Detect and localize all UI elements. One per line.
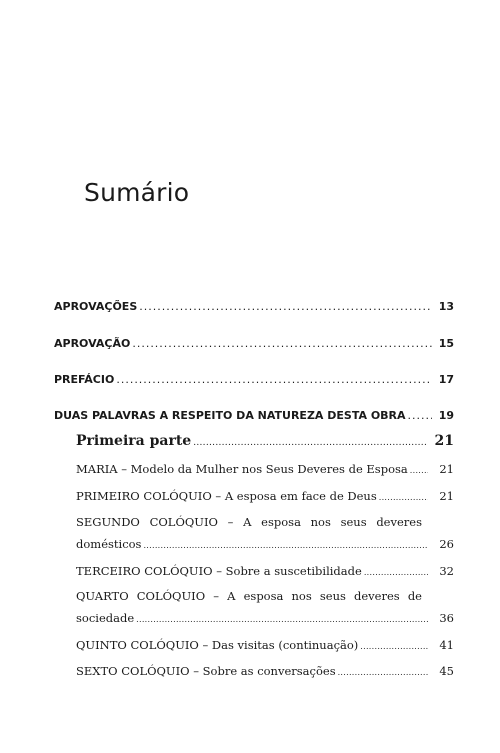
toc-entry-duas-palavras[interactable] (54, 409, 454, 422)
toc-entry-page: 17 (438, 373, 454, 386)
dot-leader (132, 337, 432, 350)
toc-part-label: Primeira parte (76, 433, 192, 449)
toc-subentry-segundo[interactable] (76, 537, 454, 551)
toc-part-primeira[interactable] (76, 433, 454, 449)
toc-subentry-label: domésticos (76, 537, 142, 551)
dot-leader (136, 615, 428, 624)
toc-subentry-label: SEXTO COLÓQUIO – Sobre as conversações (76, 664, 336, 678)
toc-entry-aprovacoes[interactable] (54, 300, 454, 313)
toc-subentry-page: 32 (439, 564, 454, 578)
dot-leader (139, 300, 432, 313)
toc-entry-aprovacao[interactable] (54, 337, 454, 350)
dot-leader (410, 466, 428, 475)
toc-entry-page: 13 (438, 300, 454, 313)
toc-subentry-quarto[interactable] (76, 611, 454, 625)
toc-subentry-page: 21 (439, 489, 454, 503)
toc-entry-page: 15 (438, 337, 454, 350)
dot-leader (408, 409, 432, 422)
toc-entry-label: DUAS PALAVRAS A RESPEITO DA NATUREZA DESTA OBRA (54, 409, 406, 422)
page-title: Sumário (84, 178, 190, 207)
toc-subentry-quarto-line1[interactable]: QUARTO COLÓQUIO – A esposa nos seus deveres de (76, 589, 422, 603)
toc-subentry-maria[interactable] (76, 462, 454, 476)
toc-entry-label: APROVAÇÕES (54, 300, 138, 313)
dot-leader (338, 668, 428, 677)
toc-subentry-page: 41 (439, 638, 454, 652)
toc-subentry-label: PRIMEIRO COLÓQUIO – A esposa em face de Deus (76, 489, 377, 503)
dot-leader (193, 438, 428, 448)
toc-subentry-page: 21 (439, 462, 454, 476)
toc-subentry-primeiro[interactable] (76, 489, 454, 503)
toc-subentry-sexto[interactable] (76, 664, 454, 678)
toc-entry-page: 19 (438, 409, 454, 422)
toc-subentry-segundo-line1[interactable]: SEGUNDO COLÓQUIO – A esposa nos seus deveres (76, 515, 422, 529)
toc-subentry-page: 26 (439, 537, 454, 551)
toc-part-page: 21 (434, 433, 454, 449)
toc-entry-prefacio[interactable] (54, 373, 454, 386)
toc-subentry-page: 45 (439, 664, 454, 678)
toc-subentry-label: sociedade (76, 611, 135, 625)
dot-leader (143, 541, 428, 550)
toc-subentry-page: 36 (439, 611, 454, 625)
toc-subentry-label: TERCEIRO COLÓQUIO – Sobre a suscetibilidade (76, 564, 362, 578)
toc-entry-label: APROVAÇÃO (54, 337, 131, 350)
toc-subentry-terceiro[interactable] (76, 564, 454, 578)
dot-leader (364, 568, 428, 577)
toc-subentry-label: QUINTO COLÓQUIO – Das visitas (continuação) (76, 638, 359, 652)
dot-leader (116, 373, 432, 386)
toc-subentry-quinto[interactable] (76, 638, 454, 652)
dot-leader (360, 642, 428, 651)
toc-subentry-label: MARIA – Modelo da Mulher nos Seus Deveres de Esposa (76, 462, 408, 476)
dot-leader (379, 493, 428, 502)
toc-entry-label: PREFÁCIO (54, 373, 115, 386)
